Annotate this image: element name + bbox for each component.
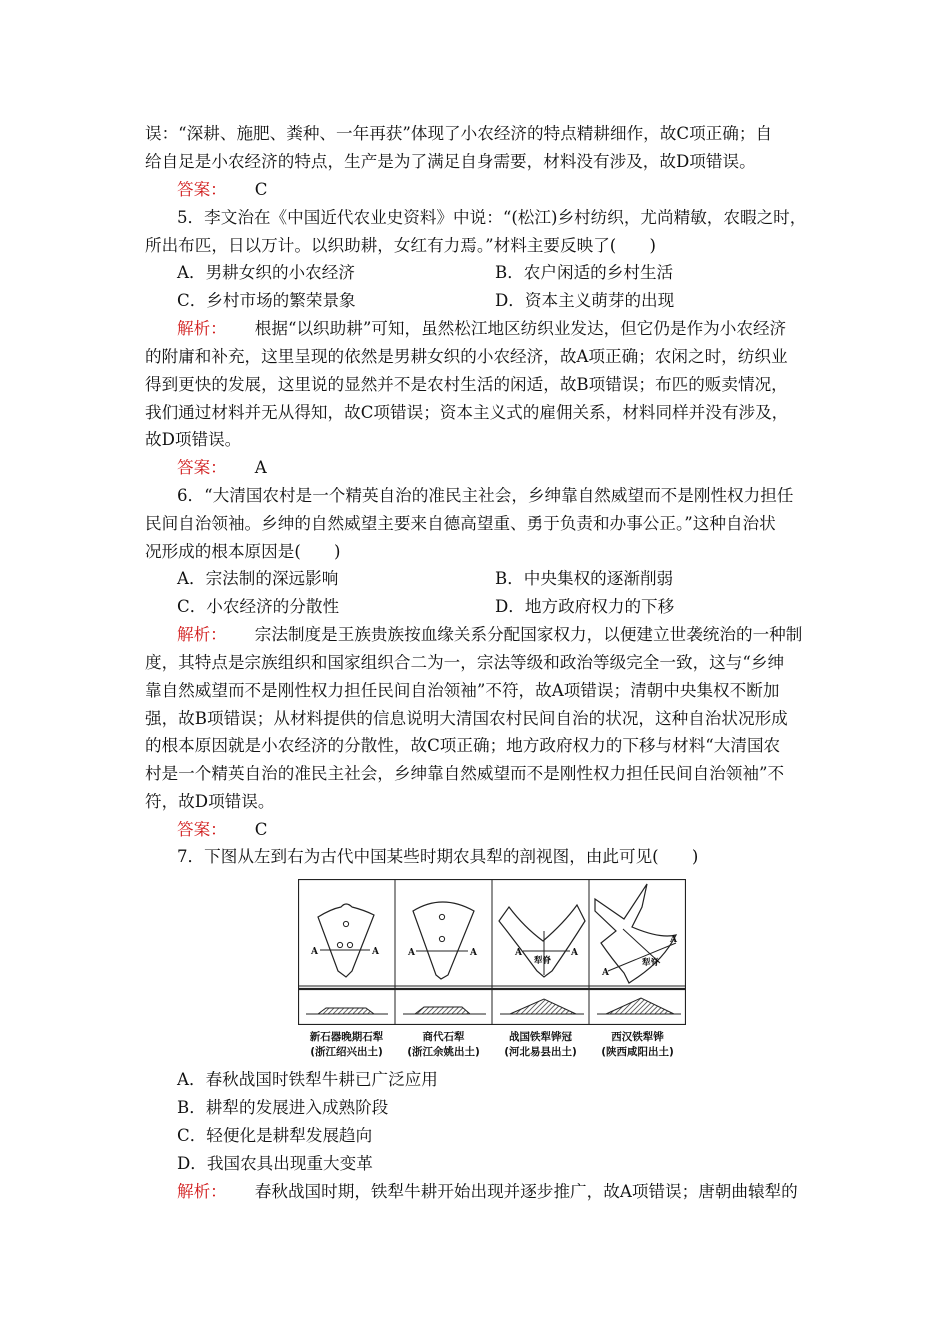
answer-label: 答案：	[177, 458, 227, 477]
caption-western-han	[589, 1030, 686, 1060]
q6-option-d: D．地方政府权力的下移	[495, 597, 675, 616]
ridge-label: 犁脊	[642, 958, 660, 968]
caption-origin: (陕西咸阳出土)	[601, 1046, 674, 1058]
q7-option-d: D．我国农具出现重大变革	[177, 1154, 373, 1173]
axis-label-a: A	[571, 948, 578, 958]
q7-stem: 7．下图从左到右为古代中国某些时期农具犁的剖视图，由此可见( )	[177, 847, 699, 866]
q5-analysis: 的附庸和补充，这里呈现的依然是男耕女织的小农经济，故A项正确；农闲之时，纺织业	[145, 347, 788, 366]
analysis-label: 解析：	[177, 319, 227, 338]
text-line: 给自足是小农经济的特点，生产是为了满足自身需要，材料没有涉及，故D项错误。	[145, 152, 756, 171]
q6-analysis	[177, 624, 817, 646]
profile-western-han	[597, 998, 681, 1014]
axis-label-a: A	[670, 935, 677, 945]
q6-option-c: C．小农经济的分散性	[177, 597, 340, 616]
warring-states-iron-plow-drawing	[499, 905, 585, 977]
q5-analysis	[177, 318, 817, 340]
q5-analysis: 我们通过材料并无从得知，故C项错误；资本主义式的雇佣关系，材料同样并没有涉及，	[145, 403, 789, 422]
q6-analysis: 的根本原因就是小农经济的分散性，故C项正确；地方政府权力的下移与材料“大清国农	[145, 736, 781, 755]
q7-analysis	[177, 1181, 817, 1203]
q5-stem: 所出布匹，日以万计。以织助耕，女红有力焉。”材料主要反映了( )	[145, 236, 656, 255]
ridge-label: 犁脊	[534, 956, 552, 966]
answer-line	[177, 457, 817, 479]
q6-analysis: 村是一个精英自治的准民主社会，乡绅靠自然威望而不是刚性权力担任民间自治领袖”不	[145, 764, 785, 783]
caption-warring-states	[492, 1030, 589, 1060]
profile-neolithic	[306, 1008, 388, 1014]
analysis-label: 解析：	[177, 1182, 227, 1201]
answer-value: C	[254, 820, 268, 839]
q5-option-d: D．资本主义萌芽的出现	[495, 291, 675, 310]
text-line: 误：“深耕、施肥、粪种、一年再获”体现了小农经济的特点精耕细作，故C项正确；自	[145, 124, 773, 143]
caption-name: 商代石犁	[422, 1031, 465, 1043]
caption-origin: (河北易县出土)	[504, 1046, 577, 1058]
answer-line	[177, 819, 817, 841]
q6-analysis: 强，故B项错误；从材料提供的信息说明大清国农村民间自治的状况，这种自治状况形成	[145, 709, 788, 728]
q5-stem: 5．李文治在《中国近代农业史资料》中说：“(松江)乡村纺织，尤尚精敏，农暇之时，	[177, 208, 807, 227]
q7-option-a: A．春秋战国时铁犁牛耕已广泛应用	[177, 1070, 438, 1089]
answer-value: C	[254, 180, 268, 199]
caption-shang	[395, 1030, 492, 1060]
q6-analysis: 度，其特点是宗族组织和国家组织合二为一，宗法等级和政治等级完全一致，这与“乡绅	[145, 653, 785, 672]
caption-name: 新石器晚期石犁	[309, 1031, 384, 1043]
axis-label-a: A	[602, 968, 609, 978]
answer-value: A	[254, 458, 267, 477]
axis-label-a: A	[408, 948, 415, 958]
analysis-text: 根据“以织助耕”可知，虽然松江地区纺织业发达，但它仍是作为小农经济	[254, 319, 787, 338]
q6-stem: 民间自治领袖。乡绅的自然威望主要来自德高望重、勇于负责和办事公正。”这种自治状	[145, 514, 776, 533]
q6-option-b: B．中央集权的逐渐削弱	[495, 569, 674, 588]
plow-side-profiles	[298, 989, 686, 1025]
profile-warring-states	[500, 999, 584, 1014]
profile-shang	[403, 1007, 486, 1014]
q6-analysis: 符，故D项错误。	[145, 792, 275, 811]
q7-option-b: B．耕犁的发展进入成熟阶段	[177, 1098, 389, 1117]
axis-label-a: A	[470, 948, 477, 958]
axis-label-a: A	[515, 948, 522, 958]
shang-stone-plow-drawing	[413, 902, 474, 979]
q6-analysis: 靠自然威望而不是刚性权力担任民间自治领袖”不符，故A项错误；清朝中央集权不断加	[145, 681, 780, 700]
plow-cross-section-figure	[298, 879, 686, 989]
analysis-label: 解析：	[177, 625, 227, 644]
caption-name: 西汉铁犁铧	[611, 1031, 664, 1043]
q5-analysis: 故D项错误。	[145, 430, 242, 449]
caption-origin: (浙江绍兴出土)	[310, 1046, 383, 1058]
axis-label-a: A	[372, 947, 379, 957]
q5-option-c: C．乡村市场的繁荣景象	[177, 291, 356, 310]
q5-option-b: B．农户闲适的乡村生活	[495, 263, 674, 282]
q7-option-c: C．轻便化是耕犁发展趋向	[177, 1126, 373, 1145]
q6-stem: 6．“大清国农村是一个精英自治的准民主社会，乡绅靠自然威望而不是刚性权力担任	[177, 486, 794, 505]
analysis-text: 宗法制度是王族贵族按血缘关系分配国家权力，以便建立世袭统治的一种制	[254, 625, 803, 644]
answer-line	[177, 179, 817, 201]
q6-stem: 况形成的根本原因是( )	[145, 542, 341, 561]
caption-neolithic	[298, 1030, 395, 1060]
caption-name: 战国铁犁铧冠	[509, 1031, 572, 1043]
answer-label: 答案：	[177, 820, 227, 839]
analysis-text: 春秋战国时期，铁犁牛耕开始出现并逐步推广，故A项错误；唐朝曲辕犁的	[254, 1182, 798, 1201]
caption-origin: (浙江余姚出土)	[407, 1046, 480, 1058]
answer-label: 答案：	[177, 180, 227, 199]
q5-option-a: A．男耕女织的小农经济	[177, 263, 355, 282]
axis-label-a: A	[311, 947, 318, 957]
neolithic-stone-plow-drawing	[318, 904, 374, 977]
q6-option-a: A．宗法制的深远影响	[177, 569, 339, 588]
q5-analysis: 得到更快的发展，这里说的显然并不是农村生活的闲适，故B项错误；布匹的贩卖情况，	[145, 375, 788, 394]
